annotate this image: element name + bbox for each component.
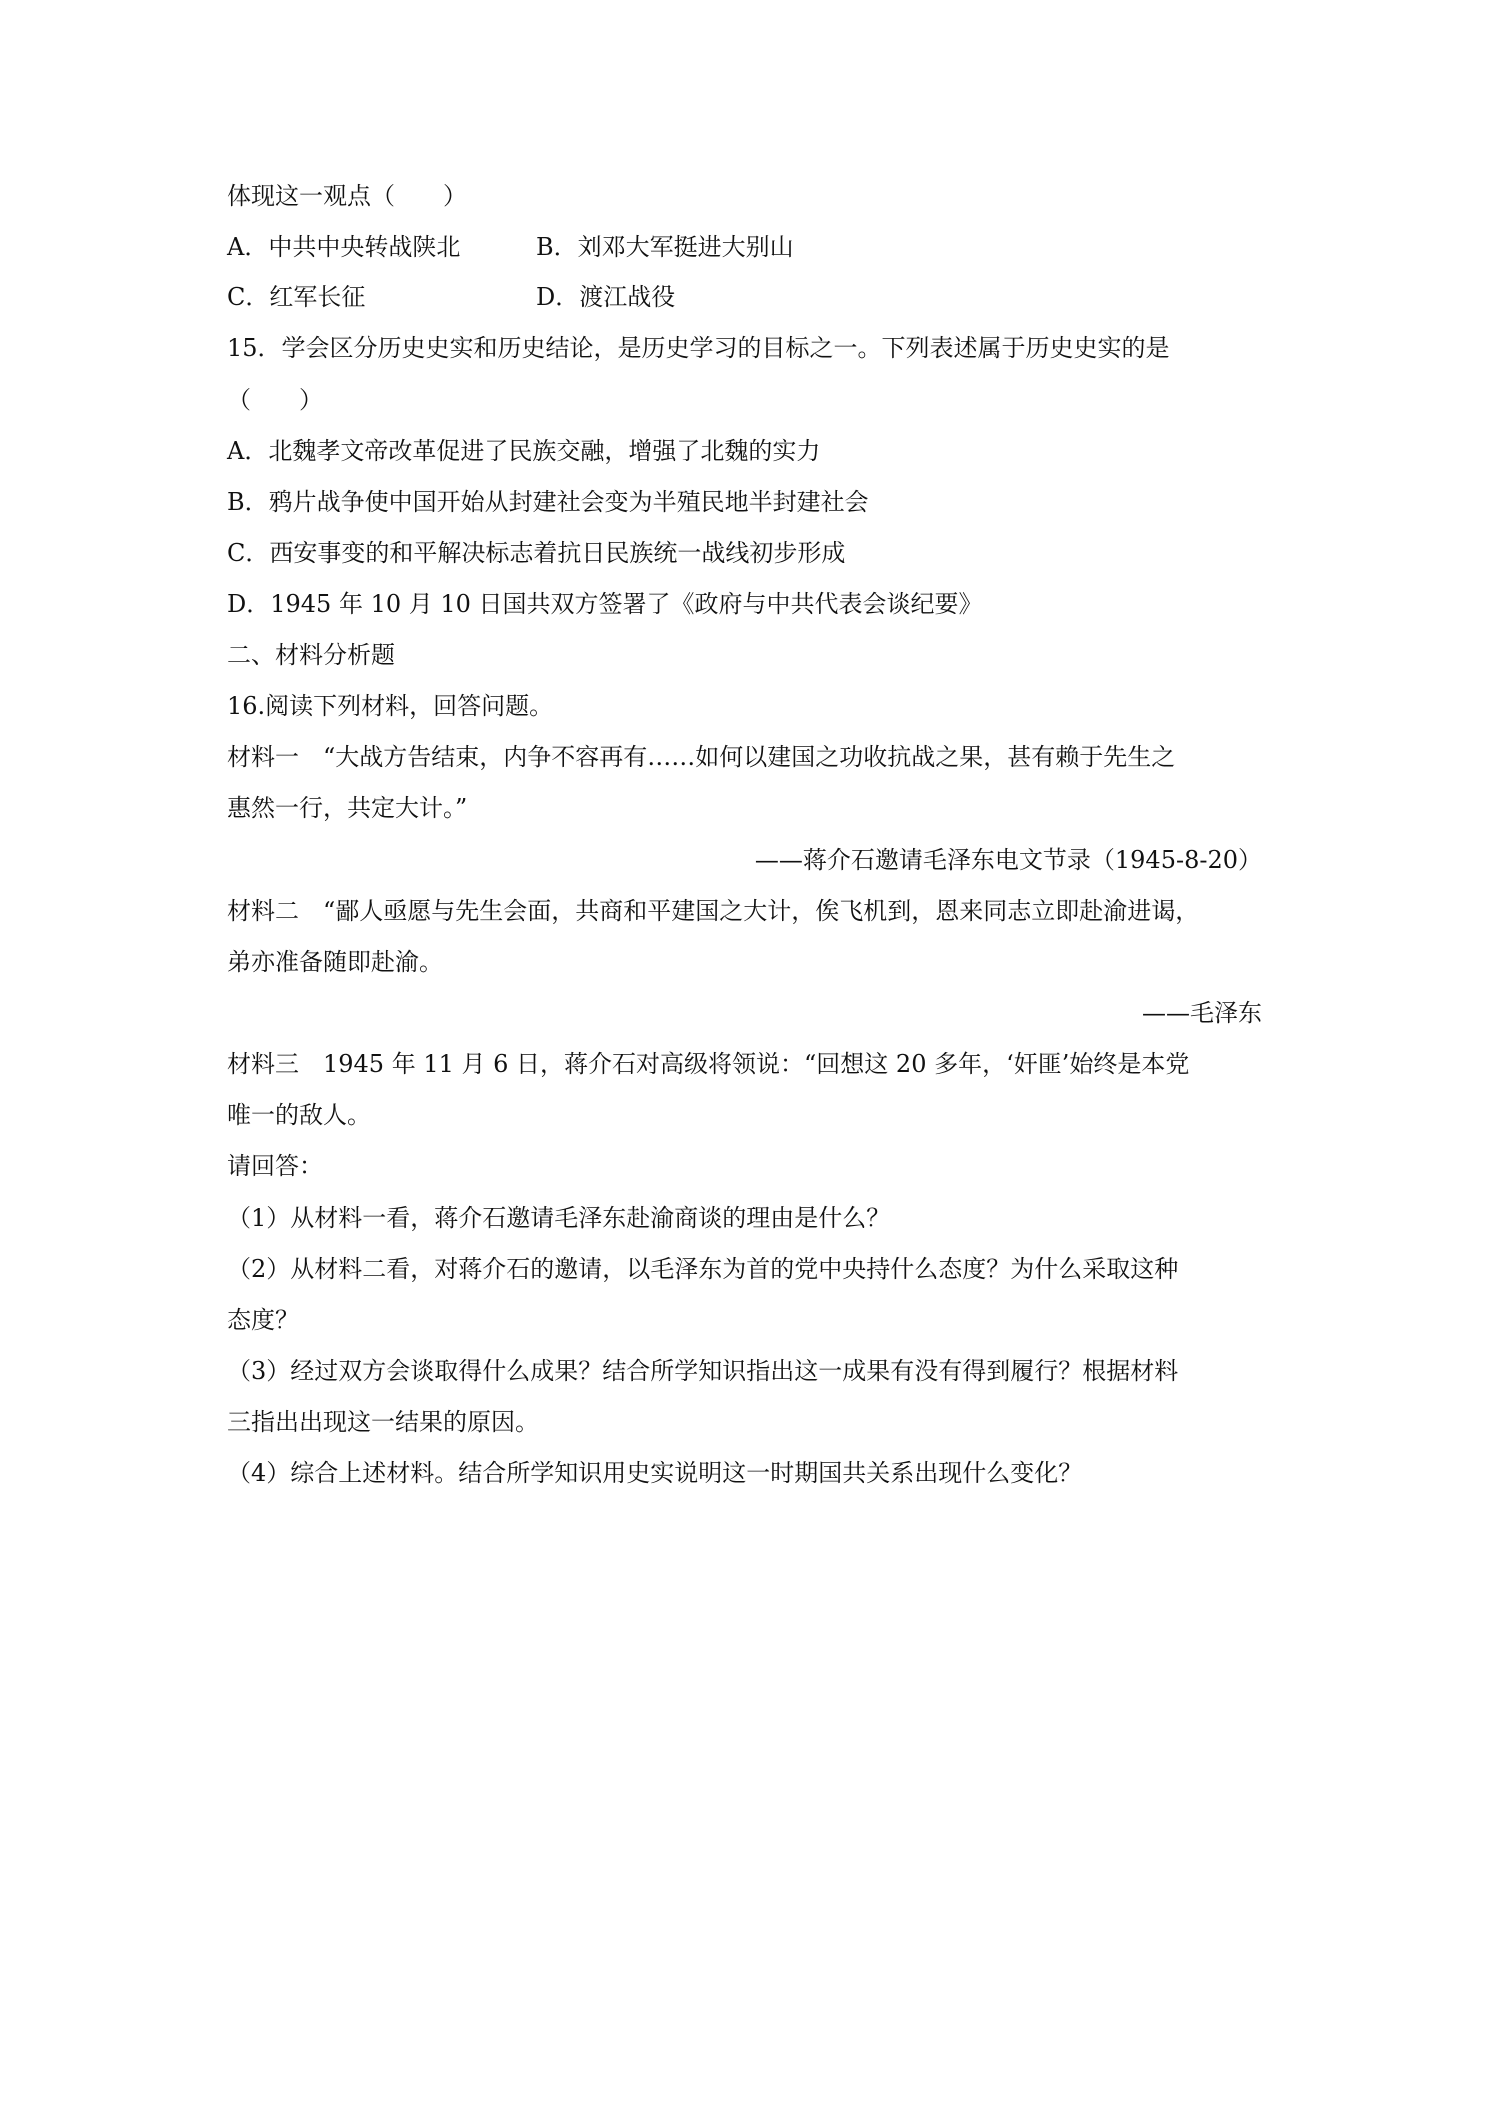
material-1-source: ——蒋介石邀请毛泽东电文节录（1945-8-20） bbox=[754, 846, 1262, 874]
sub-question-3-line-1: （3）经过双方会谈取得什么成果？结合所学知识指出这一成果有没有得到履行？根据材料 bbox=[227, 1357, 1179, 1385]
question-15-option-c: C．西安事变的和平解决标志着抗日民族统一战线初步形成 bbox=[227, 539, 846, 567]
question-15-answer-blank: （ ） bbox=[227, 386, 323, 414]
sub-question-1: （1）从材料一看，蒋介石邀请毛泽东赴渝商谈的理由是什么？ bbox=[227, 1204, 891, 1232]
question-16-stem: 16.阅读下列材料，回答问题。 bbox=[227, 692, 554, 720]
sub-question-3-line-2: 三指出出现这一结果的原因。 bbox=[227, 1408, 539, 1436]
sub-question-4: （4）综合上述材料。结合所学知识用史实说明这一时期国共关系出现什么变化？ bbox=[227, 1459, 1083, 1487]
material-1-line-1: 材料一 “大战方告结束，内争不容再有……如何以建国之功收抗战之果，甚有赖于先生之 bbox=[227, 743, 1176, 771]
answer-prompt: 请回答： bbox=[227, 1152, 323, 1180]
material-2-line-1: 材料二 “鄙人亟愿与先生会面，共商和平建国之大计，俟飞机到，恩来同志立即赴渝进谒， bbox=[227, 897, 1200, 925]
material-3-line-2: 唯一的敌人。 bbox=[227, 1101, 371, 1129]
sub-question-2-line-1: （2）从材料二看，对蒋介石的邀请，以毛泽东为首的党中央持什么态度？为什么采取这种 bbox=[227, 1255, 1179, 1283]
sub-question-2-line-2: 态度？ bbox=[227, 1306, 299, 1334]
question-15-stem: 15．学会区分历史史实和历史结论，是历史学习的目标之一。下列表述属于历史史实的是 bbox=[227, 334, 1170, 362]
question-14-option-d: D．渡江战役 bbox=[536, 283, 676, 311]
question-15-option-d: D．1945 年 10 月 10 日国共双方签署了《政府与中共代表会谈纪要》 bbox=[227, 590, 983, 618]
question-14-option-c: C．红军长征 bbox=[227, 283, 366, 311]
question-14-stem-tail: 体现这一观点（ ） bbox=[227, 182, 467, 210]
question-14-option-a: A．中共中央转战陕北 bbox=[227, 233, 461, 261]
section-heading: 二、材料分析题 bbox=[227, 641, 395, 669]
question-15-option-a: A．北魏孝文帝改革促进了民族交融，增强了北魏的实力 bbox=[227, 437, 821, 465]
material-2-line-2: 弟亦准备随即赴渝。 bbox=[227, 948, 443, 976]
material-1-line-2: 惠然一行，共定大计。” bbox=[227, 794, 468, 822]
question-14-option-b: B．刘邓大军挺进大别山 bbox=[536, 233, 794, 261]
material-3-line-1: 材料三 1945 年 11 月 6 日，蒋介石对高级将领说：“回想这 20 多年，‘奸匪’始终是本党 bbox=[227, 1050, 1190, 1078]
material-2-source: ——毛泽东 bbox=[1142, 999, 1262, 1027]
question-15-option-b: B．鸦片战争使中国开始从封建社会变为半殖民地半封建社会 bbox=[227, 488, 869, 516]
